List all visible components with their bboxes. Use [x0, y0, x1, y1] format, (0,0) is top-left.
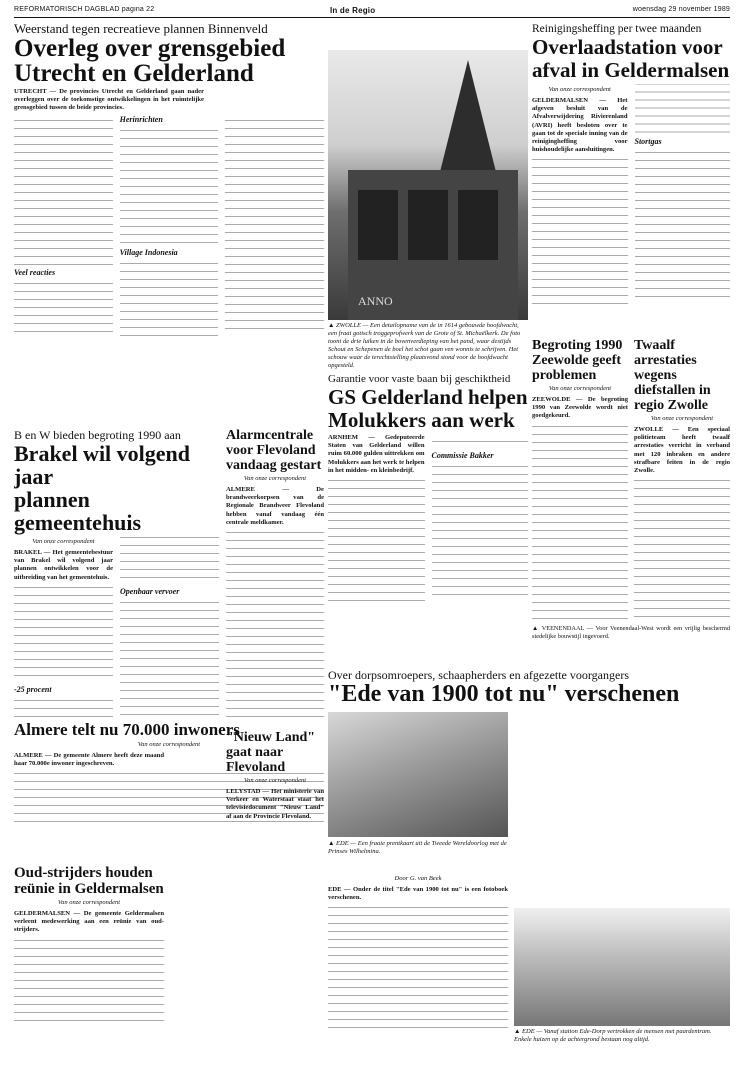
- article-kicker: Over dorpsomroepers, schaapherders en afgezette voorgangers: [328, 668, 629, 682]
- article-lead: GELDERMALSEN — De gemeente Geldermalsen verleent medewerking aan een reünie van oud-strijders.: [14, 910, 164, 934]
- article-brakel: [14, 428, 219, 718]
- subheading: Village Indonesia: [119, 247, 178, 257]
- article-kicker: Weerstand tegen recreatieve plannen Binnenveld: [14, 22, 268, 36]
- article-kicker: Reinigingsheffing per twee maanden: [532, 23, 702, 35]
- article-body: [328, 434, 528, 634]
- byline: Door G. van Beek: [394, 875, 442, 882]
- article-lead: ALMERE — De gemeente Almere heeft deze maand haar 70.000e inwoner ingeschreven.: [14, 752, 164, 768]
- section-title: In de Regio: [330, 6, 376, 15]
- article-headline: Alarmcentrale voor Flevoland vandaag gestart: [226, 428, 322, 473]
- article-lead: EDE — Onder de titel "Ede van 1900 tot nu" is een fotoboek verschenen.: [328, 886, 508, 902]
- article-alarmcentrale: [226, 428, 324, 718]
- article-headline: Begroting 1990 Zeewolde geeft problemen: [532, 338, 623, 383]
- article-arrestaties: [634, 338, 730, 623]
- article-body: [532, 84, 730, 304]
- subheading: -25 procent: [14, 684, 52, 694]
- byline: Van onze correspondent: [243, 777, 307, 784]
- byline: Van onze correspondent: [548, 86, 611, 93]
- article-nieuw-land: [226, 730, 324, 820]
- photo-hoofdwacht: [328, 50, 528, 320]
- byline: Van onze correspondent: [32, 538, 95, 545]
- article-oud-strijders: [14, 865, 164, 1060]
- article-grensgebied: [14, 22, 324, 422]
- article-lead: ARNHEM — Gedeputeerde Staten van Gelderland willen ruim 60.000 gulden uittrekken om Molukkers aan het werk te helpen in het midden- en kleinbedrijf.: [328, 434, 425, 474]
- article-body-left: [328, 873, 508, 1053]
- byline: Van onze correspondent: [243, 475, 307, 482]
- facade-lettering: ANNO: [358, 294, 393, 308]
- paper-name: REFORMATORISCH DAGBLAD pagina 22: [14, 6, 155, 13]
- photo-caption: ▲ EDE — Een fraaie prentkaart uit de Tweede Wereldoorlog met de Prinses Wilhelmina.: [328, 840, 507, 855]
- photo-caption: ▲ ZWOLLE — Een detailopname van de in 1614 gebouwde hoofdwacht, een fraai gotisch troggeprofwerk van de Grote of St. Michaëlkerk. De foto toont de drie luiken in de bovenverdieping van het pand, waar destijds Schout en Schepenen de boel het schot gaan ven wonnis te schrijven. Het schouw waar de terechtstelling plaatsvond stond voor de hoofdwacht opgesteld.: [328, 322, 521, 369]
- date: woensdag 29 november 1989: [632, 6, 730, 13]
- headline-line-1: GS Gelderland helpen: [328, 385, 528, 409]
- byline: Van onze correspondent: [137, 741, 201, 748]
- article-overlaadstation: [532, 22, 730, 327]
- subheading: Veel reacties: [14, 267, 56, 277]
- headline-line-2: plannen gemeentehuis: [14, 487, 142, 535]
- article-headline: Oud-strijders houden reünie in Geldermalsen: [14, 865, 164, 897]
- article-lead: ZWOLLE — Een speciaal politieteam heeft twaalf arrestaties verricht in verband met 120 inbraken en andere strafbare feiten in de regio Zwolle.: [634, 426, 730, 475]
- headline-line-1: Overlaadstation voor: [532, 35, 723, 59]
- headline-line-2: Utrecht en Gelderland: [14, 60, 254, 87]
- article-lead: BRAKEL — Het gemeentebestuur van Brakel wil volgend jaar plannen ontwikkelen voor de uitbreiding van het gemeentehuis.: [14, 549, 113, 581]
- article-headline: Twaalf arrestaties wegens diefstallen in regio Zwolle: [634, 338, 711, 413]
- article-ede: [328, 668, 730, 1060]
- byline: Van onze correspondent: [548, 385, 612, 392]
- photo-caption: ▲ EDE — Vanaf station Ede-Dorp vertrokken de mensen met paardentram. Enkele huizen op de achtergrond bestaan nog altijd.: [514, 1028, 712, 1043]
- subheading: Herinrichten: [119, 114, 163, 124]
- headline-line-1: Overleg over grensgebied: [14, 35, 286, 62]
- headline-line-2: Molukkers aan werk: [328, 408, 515, 432]
- subheading: Stortgas: [634, 137, 662, 147]
- subheading: Commissie Bakker: [431, 451, 494, 460]
- article-body: [14, 115, 324, 422]
- article-lead: LELYSTAD — Het ministerie van Verkeer en Waterstaat staat het televisiedocument "Nieuw Land" af aan de Provincie Flevoland.: [226, 788, 324, 820]
- article-body: [14, 536, 219, 718]
- article-lead: GELDERMALSEN — Het afgeven besluit van de Afvalverwijdering Rivierenland (AVRI) heeft besloten over te gaan tot de speciale inning van de reinigingheffing voor huishoudelijke aansluitingen.: [532, 97, 628, 154]
- photo-ede-prentkaart: [328, 712, 508, 837]
- note-veenendaal: ▲ VEENENDAAL — Voor Veenendaal-West wordt een vrijlig beschermd stedelijke bouwstijl ingevoerd.: [532, 625, 730, 640]
- byline: Van onze correspondent: [650, 415, 714, 422]
- article-lead: ZEEWOLDE — De begroting 1990 van Zeewolde wordt niet goedgekeurd.: [532, 396, 628, 420]
- byline: Van onze correspondent: [57, 899, 121, 906]
- article-headline: "Ede van 1900 tot nu" verschenen: [328, 681, 680, 707]
- headline-line-2: afval in Geldermalsen: [532, 58, 730, 82]
- article-lead: UTRECHT — De provincies Utrecht en Gelderland gaan nader overleggen over de toekomstige ontwikkelingen in het ruimtelijke grensgebied tussen de beide provincies.: [14, 88, 204, 112]
- headline-line-1: Brakel wil volgend jaar: [14, 441, 191, 489]
- article-kicker: B en W bieden begroting 1990 aan: [14, 428, 181, 442]
- article-lead: ALMERE — De brandweerkorpsen van de Regionale Brandweer Flevoland hebben vanaf vandaag één centrale meldkamer.: [226, 486, 324, 526]
- header-rule: [14, 17, 730, 18]
- photo-ede-dorp: [514, 908, 730, 1026]
- article-molukkers: [328, 372, 528, 662]
- article-kicker: Garantie voor vaste baan bij geschiktheid: [328, 373, 511, 385]
- subheading: Openbaar vervoer: [120, 586, 180, 596]
- article-headline: "Nieuw Land" gaat naar Flevoland: [226, 730, 316, 775]
- building-illustration: [328, 50, 528, 320]
- article-headline: Almere telt nu 70.000 inwoners: [14, 720, 240, 739]
- article-zeewolde: [532, 338, 628, 623]
